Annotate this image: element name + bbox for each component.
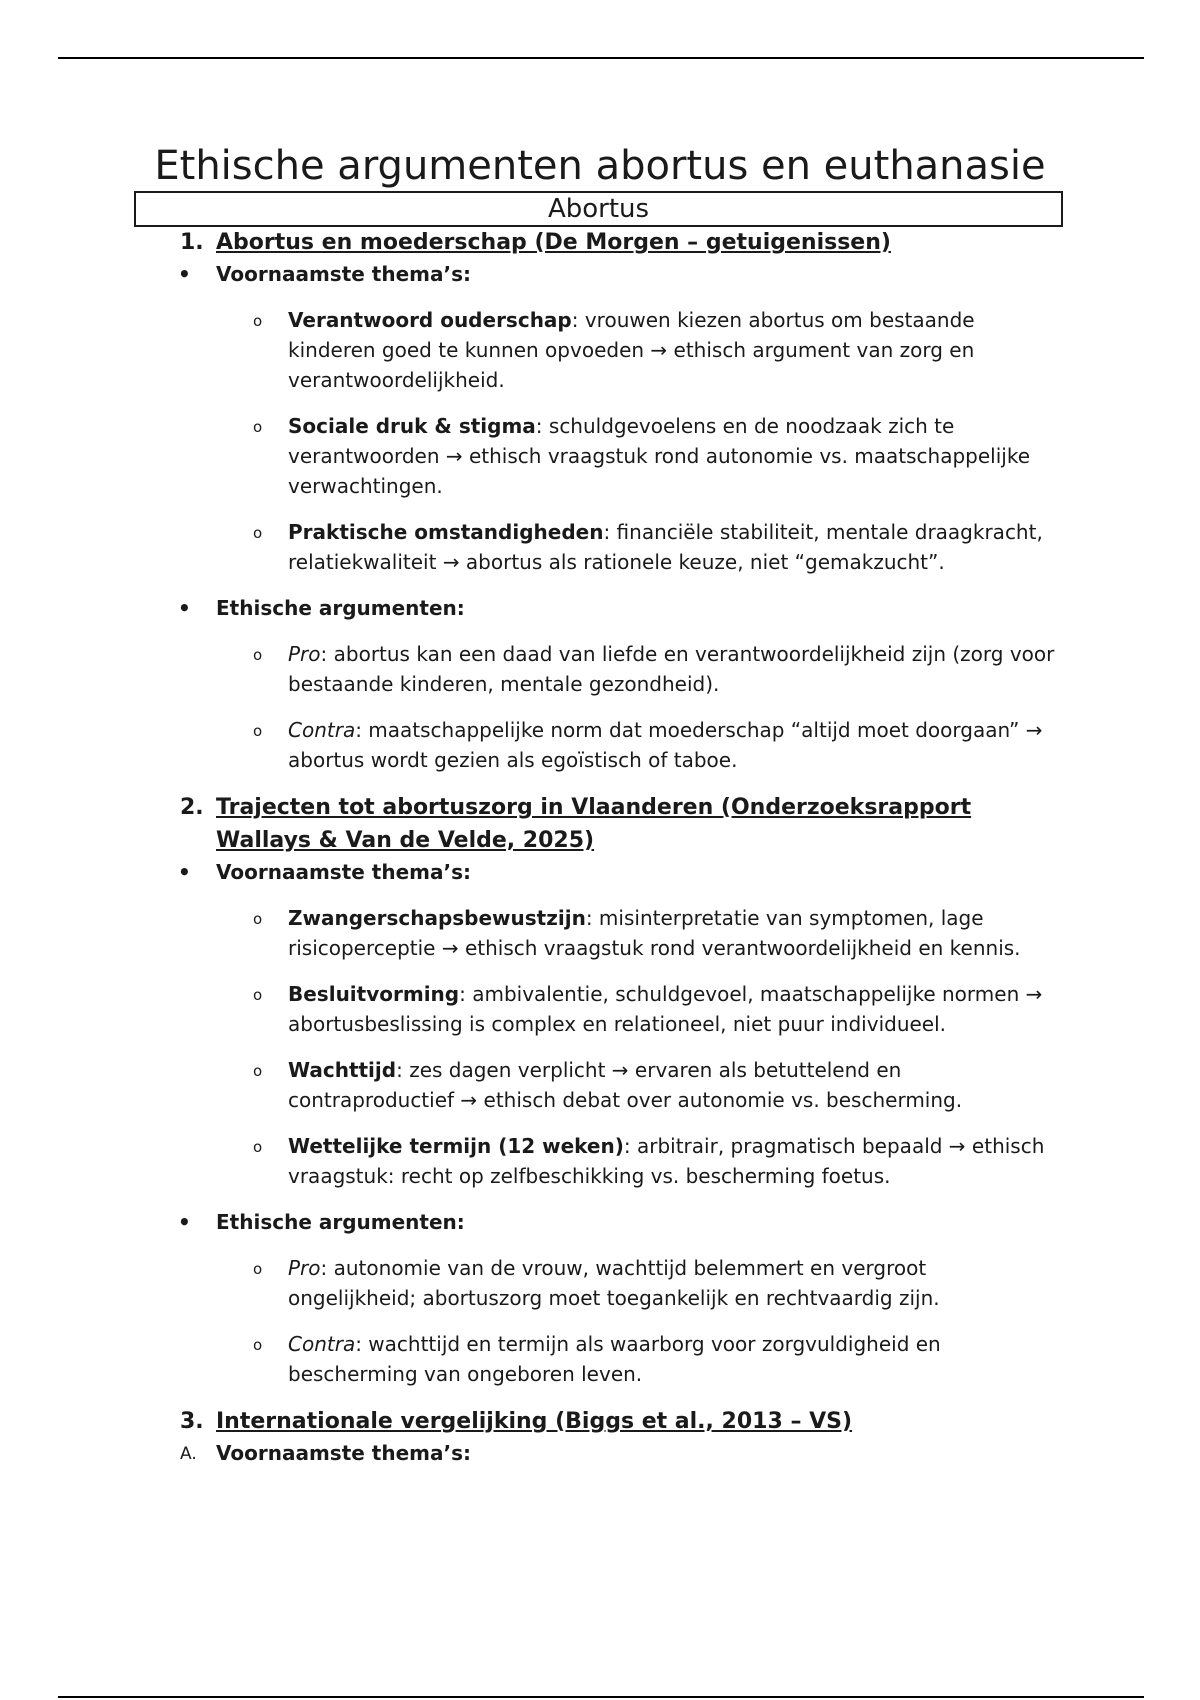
theme-item xyxy=(0,305,1058,395)
sub-bullet-marker: o xyxy=(253,312,263,330)
sub-bullet-marker: o xyxy=(253,910,263,928)
theme-item xyxy=(0,903,1058,963)
theme-text: : vrouwen kiezen abortus om bestaande kinderen goed te kunnen opvoeden → ethisch argument van zorg en verantwoordelijkheid. xyxy=(288,308,975,392)
section-heading xyxy=(0,226,1066,259)
themes-bullet xyxy=(0,259,1200,289)
argument-item xyxy=(0,639,1058,699)
themes-label: Voornaamste thema’s: xyxy=(216,262,471,286)
argument-item xyxy=(0,1329,1058,1389)
sub-bullet-marker: o xyxy=(253,418,263,436)
argument-stance: Contra xyxy=(288,1332,356,1356)
sub-bullet-marker: o xyxy=(253,986,263,1004)
argument-stance: Pro xyxy=(288,642,321,666)
section-title: Internationale vergelijking (Biggs et al., 2013 – VS) xyxy=(216,1409,853,1434)
theme-term: Wachttijd xyxy=(288,1058,397,1082)
themes-label: Voornaamste thema’s: xyxy=(216,860,471,884)
document-body xyxy=(0,226,1200,1468)
theme-text: : financiële stabiliteit, mentale draagkracht, relatiekwaliteit → abortus als rationele keuze, niet “gemakzucht”. xyxy=(288,520,1043,574)
theme-item xyxy=(0,1131,1058,1191)
argument-item xyxy=(0,1253,1058,1313)
theme-text: : zes dagen verplicht → ervaren als betuttelend en contraproductief → ethisch debat over autonomie vs. bescherming. xyxy=(288,1058,963,1112)
letter-marker: A. xyxy=(180,1444,197,1464)
theme-text: : schuldgevoelens en de noodzaak zich te verantwoorden → ethisch vraagstuk rond autonomie vs. maatschappelijke verwachtingen. xyxy=(288,414,1031,498)
theme-item xyxy=(0,411,1058,501)
argument-text: : maatschappelijke norm dat moederschap “altijd moet doorgaan” → abortus wordt gezien als egoïstisch of taboe. xyxy=(288,718,1043,772)
arguments-label: Ethische argumenten: xyxy=(216,1210,465,1234)
bullet-marker: • xyxy=(178,596,191,620)
section-heading xyxy=(0,791,1066,857)
bullet-marker: • xyxy=(178,262,191,286)
section-number: 3. xyxy=(180,1409,204,1434)
section-heading xyxy=(0,1405,1066,1438)
sub-bullet-marker: o xyxy=(253,1062,263,1080)
sub-bullet-marker: o xyxy=(253,646,263,664)
sub-bullet-marker: o xyxy=(253,1336,263,1354)
arguments-bullet xyxy=(0,1207,1200,1237)
section-title: Trajecten tot abortuszorg in Vlaanderen (Onderzoeksrapport Wallays & Van de Velde, 2025) xyxy=(216,795,972,853)
theme-text: : misinterpretatie van symptomen, lage risicoperceptie → ethisch vraagstuk rond verantwoordelijkheid en kennis. xyxy=(288,906,1021,960)
bullet-marker: • xyxy=(178,860,191,884)
document-title: Ethische argumenten abortus en euthanasie xyxy=(154,143,1046,189)
theme-term: Sociale druk & stigma xyxy=(288,414,536,438)
sub-bullet-marker: o xyxy=(253,524,263,542)
arguments-bullet xyxy=(0,593,1200,623)
theme-term: Praktische omstandigheden xyxy=(288,520,604,544)
bottom-rule xyxy=(58,1696,1144,1698)
arguments-label: Ethische argumenten: xyxy=(216,596,465,620)
argument-stance: Pro xyxy=(288,1256,321,1280)
argument-text: : wachttijd en termijn als waarborg voor zorgvuldigheid en bescherming van ongeboren leven. xyxy=(288,1332,941,1386)
theme-item xyxy=(0,1055,1058,1115)
argument-text: : autonomie van de vrouw, wachttijd belemmert en vergroot ongelijkheid; abortuszorg moet toegankelijk en rechtvaardig zijn. xyxy=(288,1256,940,1310)
sub-bullet-marker: o xyxy=(253,1260,263,1278)
theme-item xyxy=(0,979,1058,1039)
theme-text: : arbitrair, pragmatisch bepaald → ethisch vraagstuk: recht op zelfbeschikking vs. bescherming foetus. xyxy=(288,1134,1045,1188)
section-number: 1. xyxy=(180,230,204,255)
argument-stance: Contra xyxy=(288,718,356,742)
theme-term: Verantwoord ouderschap xyxy=(288,308,572,332)
sub-bullet-marker: o xyxy=(253,722,263,740)
top-rule xyxy=(58,57,1144,59)
theme-item xyxy=(0,517,1058,577)
theme-text: : ambivalentie, schuldgevoel, maatschappelijke normen → abortusbeslissing is complex en relationeel, niet puur individueel. xyxy=(288,982,1043,1036)
theme-term: Wettelijke termijn (12 weken) xyxy=(288,1134,624,1158)
boxed-heading: Abortus xyxy=(134,191,1063,227)
sub-bullet-marker: o xyxy=(253,1138,263,1156)
themes-bullet xyxy=(0,1438,1200,1468)
section-title: Abortus en moederschap (De Morgen – getuigenissen) xyxy=(216,230,891,255)
argument-text: : abortus kan een daad van liefde en verantwoordelijkheid zijn (zorg voor bestaande kinderen, mentale gezondheid). xyxy=(288,642,1055,696)
theme-term: Besluitvorming xyxy=(288,982,460,1006)
argument-item xyxy=(0,715,1058,775)
bullet-marker: • xyxy=(178,1210,191,1234)
themes-label: Voornaamste thema’s: xyxy=(216,1441,471,1465)
section-number: 2. xyxy=(180,795,204,820)
theme-term: Zwangerschapsbewustzijn xyxy=(288,906,586,930)
themes-bullet xyxy=(0,857,1200,887)
